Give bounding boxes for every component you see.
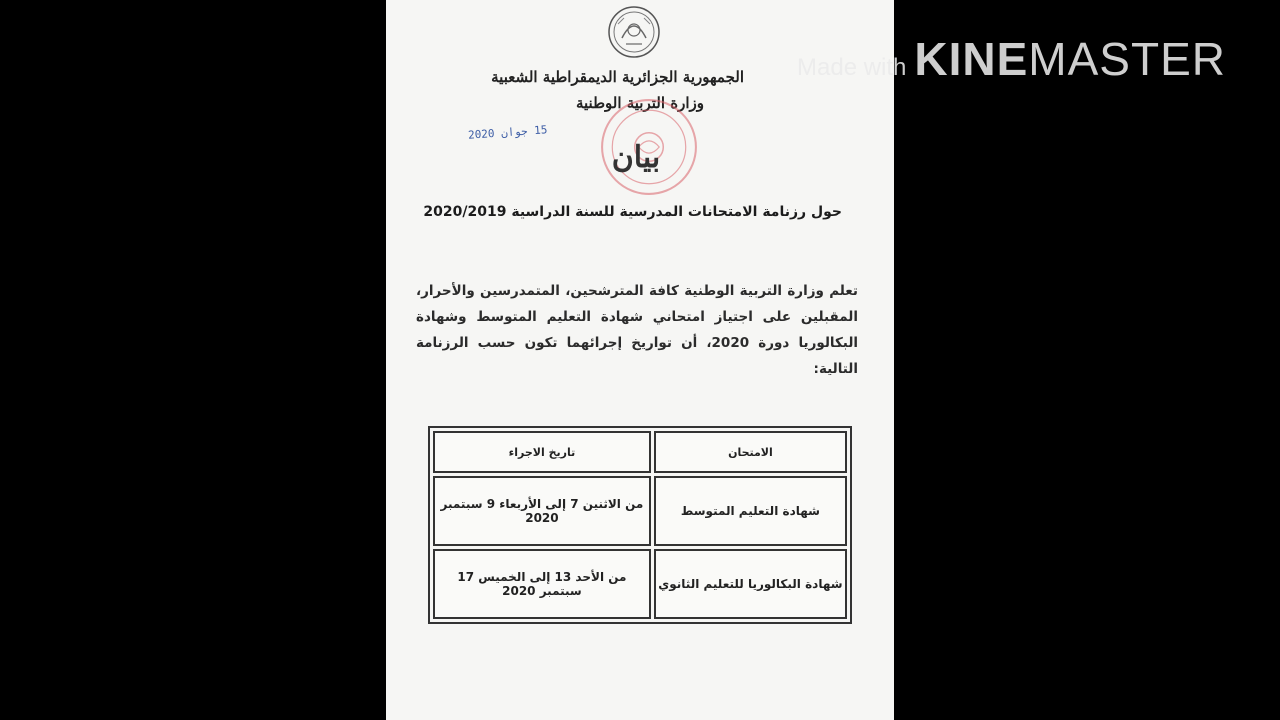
header-exam: الامتحان (654, 431, 847, 473)
exam-schedule-table (428, 426, 852, 624)
notice-title: بيان (611, 140, 661, 175)
stamp-date: 15 جوان 2020 (467, 123, 548, 142)
subject-line: حول رزنامة الامتحانات المدرسية للسنة الدراسية 2020/2019 (423, 204, 842, 220)
exam-name: شهادة البكالوريا للتعليم الثانوي (654, 549, 847, 619)
table-row (433, 549, 847, 619)
exam-date: من الاثنين 7 إلى الأربعاء 9 سبتمبر 2020 (433, 476, 651, 546)
body-paragraph: تعلم وزارة التربية الوطنية كافة المترشحين، المتمدرسين والأحرار، المقبلين على اجتياز امتحاني شهادة التعليم المتوسط وشهادة البكالوريا دورة 2020، أن تواريخ إجرائهما تكون حسب الرزنامة التالية: (416, 283, 859, 377)
republic-header: الجمهورية الجزائرية الديمقراطية الشعبية (491, 68, 744, 86)
state-emblem-icon (604, 4, 664, 60)
header-date: تاريخ الاجراء (433, 431, 651, 473)
ministry-header: وزارة التربية الوطنية (575, 94, 704, 112)
table-header-row (433, 431, 847, 473)
exam-date: من الأحد 13 إلى الخميس 17 سبتمبر 2020 (433, 549, 651, 619)
watermark-prefix: Made with (797, 54, 907, 81)
kinemaster-watermark (797, 32, 1226, 92)
watermark-brand-light: MASTER (1028, 33, 1226, 85)
document-page (386, 0, 894, 720)
table-row (433, 476, 847, 546)
exam-name: شهادة التعليم المتوسط (654, 476, 847, 546)
watermark-brand-bold: KINE (914, 33, 1029, 85)
